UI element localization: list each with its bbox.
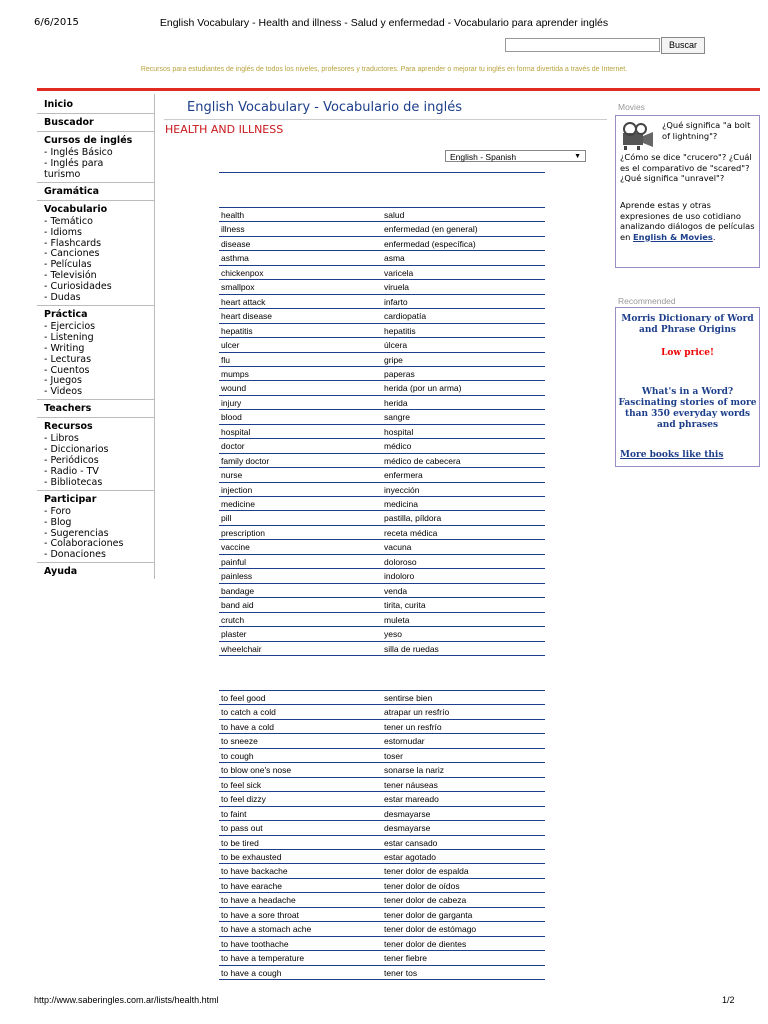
- english-term: disease: [221, 238, 251, 249]
- table-row: [219, 250, 545, 264]
- table-row: [219, 892, 545, 906]
- spanish-term: medicina: [384, 499, 419, 509]
- movies-label: Movies: [618, 102, 645, 112]
- english-term: to have backache: [221, 866, 288, 877]
- english-term: painful: [221, 556, 247, 567]
- spanish-term: enfermedad (en general): [384, 224, 478, 235]
- sidebar-section-1[interactable]: Buscador: [44, 117, 94, 128]
- movies-description-text: Aprende estas y otras expresiones de uso cotidiano analizando diálogos de películas en: [620, 200, 755, 242]
- spanish-term: tener fiebre: [384, 953, 427, 964]
- english-term: to have a stomach ache: [221, 924, 312, 935]
- spanish-term: toser: [384, 750, 403, 761]
- spanish-term: viruela: [384, 282, 410, 293]
- english-term: medicine: [221, 499, 256, 509]
- spanish-term: tener un resfrío: [384, 721, 442, 732]
- spanish-term: sentirse bien: [384, 693, 433, 703]
- spanish-term: doloroso: [384, 556, 417, 567]
- english-term: injury: [221, 397, 242, 408]
- table-row: [219, 965, 545, 979]
- spanish-term: varicela: [384, 267, 414, 278]
- table-row: [219, 482, 545, 496]
- table-row: [219, 878, 545, 892]
- sidebar-item[interactable]: - Televisión: [44, 270, 97, 282]
- sidebar-divider: [37, 399, 154, 400]
- table-row: [219, 265, 545, 279]
- english-term: prescription: [221, 527, 265, 538]
- spanish-term: vacuna: [384, 542, 412, 553]
- sidebar-section-5[interactable]: Práctica: [44, 308, 88, 320]
- sidebar-item[interactable]: - Inglés Básico: [44, 147, 113, 158]
- book-price: Low price!: [661, 348, 714, 358]
- table-row: [219, 641, 545, 655]
- english-term: hospital: [221, 426, 251, 437]
- table-row: [219, 936, 545, 950]
- english-term: to have a headache: [221, 895, 296, 906]
- table-row: [219, 849, 545, 863]
- table-row: [219, 323, 545, 337]
- spanish-term: herida (por un arma): [384, 383, 462, 394]
- english-term: chickenpox: [221, 267, 264, 278]
- spanish-term: gripe: [384, 354, 403, 365]
- sidebar-item[interactable]: - Cuentos: [44, 364, 90, 376]
- table-row: [219, 554, 545, 568]
- spanish-term: paperas: [384, 368, 415, 379]
- table-row: [219, 294, 545, 308]
- spanish-term: tener dolor de estómago: [384, 924, 477, 935]
- sidebar-item[interactable]: - Dudas: [44, 292, 81, 303]
- spanish-term: desmayarse: [384, 823, 431, 834]
- table-row: [219, 438, 545, 452]
- recommended-label: Recommended: [618, 296, 676, 306]
- spanish-term: pastilla, píldora: [384, 513, 442, 524]
- english-term: heart disease: [221, 311, 273, 322]
- sidebar-item[interactable]: - Juegos: [44, 375, 82, 387]
- table-row: [219, 806, 545, 820]
- english-term: to feel good: [221, 693, 266, 703]
- table-top-rule: [219, 172, 545, 173]
- table-bottom-rule: [219, 979, 545, 980]
- table-row: [219, 777, 545, 791]
- sidebar-section-6[interactable]: Teachers: [44, 403, 92, 415]
- table-row: [219, 719, 545, 733]
- sidebar-divider: [37, 182, 154, 183]
- english-term: to blow one's nose: [221, 765, 292, 776]
- table-row: [219, 236, 545, 250]
- english-term: plaster: [221, 629, 247, 640]
- english-term: nurse: [221, 470, 243, 481]
- table-row: [219, 762, 545, 776]
- english-term: hepatitis: [221, 325, 253, 336]
- table-row: [219, 395, 545, 409]
- book-description[interactable]: What's in a Word? Fascinating stories of more than 350 everyday words and phrases: [618, 387, 757, 430]
- english-term: blood: [221, 412, 242, 423]
- movies-description-end: .: [712, 231, 716, 242]
- movies-more-questions: ¿Cómo se dice "crucero"? ¿Cuál es el comparativo de "scared"? ¿Qué significa "unravel"?: [620, 152, 752, 183]
- sidebar-section-2[interactable]: Cursos de inglés: [44, 135, 133, 146]
- table-row: [219, 612, 545, 626]
- table-row: [219, 791, 545, 805]
- english-term: to sneeze: [221, 736, 258, 747]
- english-term: vaccine: [221, 542, 250, 553]
- table-row: [219, 748, 545, 762]
- spanish-term: desmayarse: [384, 808, 431, 819]
- sidebar-section-8[interactable]: Participar: [44, 493, 97, 505]
- spanish-term: receta médica: [384, 527, 438, 538]
- spanish-term: herida: [384, 397, 408, 408]
- sidebar-section-7[interactable]: Recursos: [44, 421, 93, 433]
- spanish-term: úlcera: [384, 340, 408, 351]
- english-term: bandage: [221, 585, 255, 596]
- table-row: [219, 380, 545, 394]
- movies-question: ¿Qué significa "a bolt of lightning"?: [662, 120, 751, 141]
- english-term: to be tired: [221, 837, 259, 848]
- table-row: [219, 453, 545, 467]
- sidebar-divider: [37, 113, 154, 114]
- english-term: ulcer: [221, 340, 240, 351]
- english-term: to have a temperature: [221, 953, 305, 964]
- spanish-term: sangre: [384, 412, 410, 423]
- table-bottom-rule: [219, 655, 545, 656]
- table-row: [219, 597, 545, 611]
- book-title-link[interactable]: Morris Dictionary of Word and Phrase Origins: [621, 314, 754, 335]
- english-movies-link[interactable]: English & Movies: [633, 231, 713, 242]
- page-number: 1/2: [722, 995, 735, 1005]
- spanish-term: médico de cabecera: [384, 455, 461, 466]
- spanish-term: tener tos: [384, 967, 418, 978]
- sidebar-item[interactable]: - Lecturas: [44, 353, 92, 365]
- english-term: to have a cold: [221, 721, 274, 732]
- english-term: health: [221, 210, 245, 220]
- sidebar-item[interactable]: - Foro: [44, 505, 71, 517]
- english-term: flu: [221, 354, 230, 365]
- sidebar-divider: [37, 562, 154, 563]
- sidebar-item[interactable]: - Videos: [44, 386, 83, 398]
- sidebar-divider: [37, 417, 154, 418]
- spanish-term: médico: [384, 441, 412, 452]
- sidebar: [37, 94, 155, 579]
- table-row: [219, 583, 545, 597]
- spanish-term: muleta: [384, 614, 410, 625]
- print-date: 6/6/2015: [34, 17, 79, 28]
- english-term: family doctor: [221, 455, 270, 466]
- language-select[interactable]: [445, 150, 586, 162]
- spanish-term: indoloro: [384, 571, 415, 582]
- sidebar-divider: [37, 131, 154, 132]
- page-subtitle: HEALTH AND ILLNESS: [165, 123, 284, 136]
- sidebar-item[interactable]: - Flashcards: [44, 237, 102, 249]
- english-term: to feel dizzy: [221, 794, 266, 805]
- spanish-term: tener dolor de cabeza: [384, 895, 467, 906]
- table-row: [219, 352, 545, 366]
- page-url: http://www.saberingles.com.ar/lists/health.html: [34, 995, 219, 1005]
- recommended-box: [615, 307, 760, 467]
- sidebar-item[interactable]: - Temático: [44, 215, 93, 227]
- english-term: illness: [221, 224, 245, 235]
- sidebar-divider: [37, 305, 154, 306]
- english-term: asthma: [221, 253, 249, 264]
- english-term: to have a sore throat: [221, 909, 299, 920]
- table-row: [219, 921, 545, 935]
- sidebar-item[interactable]: turismo: [44, 168, 81, 180]
- more-books-link[interactable]: More books like this: [620, 450, 724, 460]
- sidebar-item[interactable]: - Sugerencias: [44, 527, 109, 539]
- english-term: crutch: [221, 614, 245, 625]
- sidebar-item[interactable]: - Libros: [44, 433, 79, 445]
- english-term: pill: [221, 513, 232, 524]
- sidebar-section-0[interactable]: Inicio: [44, 99, 73, 110]
- table-row: [219, 704, 545, 718]
- sidebar-section-3[interactable]: Gramática: [44, 185, 100, 197]
- spanish-term: asma: [384, 253, 405, 264]
- english-term: to catch a cold: [221, 707, 276, 718]
- english-term: smallpox: [221, 282, 255, 293]
- table-row: [219, 733, 545, 747]
- search-input[interactable]: [505, 38, 660, 52]
- spanish-term: estar cansado: [384, 837, 438, 848]
- page-title: English Vocabulary - Vocabulario de inglés: [187, 100, 463, 115]
- spanish-term: tener dolor de oídos: [384, 880, 460, 891]
- table-row: [219, 207, 545, 221]
- english-term: painless: [221, 571, 253, 582]
- table-row: [219, 950, 545, 964]
- spanish-term: infarto: [384, 296, 408, 307]
- print-header: [0, 17, 768, 31]
- sidebar-item[interactable]: - Inglés para: [44, 157, 104, 169]
- spanish-term: tener náuseas: [384, 779, 438, 790]
- table-row: [219, 424, 545, 438]
- english-term: injection: [221, 484, 253, 495]
- english-term: to have toothache: [221, 938, 289, 949]
- sidebar-item[interactable]: - Diccionarios: [44, 444, 109, 456]
- table-row: [219, 496, 545, 510]
- english-term: to faint: [221, 808, 247, 819]
- spanish-term: enfermera: [384, 470, 423, 481]
- spanish-term: atrapar un resfrío: [384, 707, 450, 718]
- sidebar-section-4[interactable]: Vocabulario: [44, 203, 108, 215]
- sidebar-item[interactable]: - Periódicos: [44, 455, 99, 466]
- spanish-term: enfermedad (específica): [384, 238, 476, 249]
- spanish-term: tirita, curita: [384, 600, 426, 611]
- film-reel-icon: [621, 121, 655, 151]
- table-row: [219, 366, 545, 380]
- table-row: [219, 539, 545, 553]
- english-term: to cough: [221, 750, 254, 761]
- sidebar-divider: [37, 200, 154, 201]
- english-term: wound: [221, 383, 247, 394]
- sidebar-item[interactable]: - Radio - TV: [44, 465, 99, 477]
- language-select-value: English - Spanish: [450, 152, 517, 162]
- title-divider: [164, 119, 607, 120]
- sidebar-item[interactable]: - Bibliotecas: [44, 476, 103, 488]
- table-row: [219, 568, 545, 582]
- table-row: [219, 467, 545, 481]
- sidebar-divider: [37, 490, 154, 491]
- table-row: [219, 690, 545, 704]
- table-row: [219, 308, 545, 322]
- table-row: [219, 907, 545, 921]
- sidebar-item[interactable]: - Películas: [44, 259, 92, 271]
- sidebar-item[interactable]: - Colaboraciones: [44, 538, 124, 550]
- print-title: English Vocabulary - Health and illness - Salud y enfermedad - Vocabulario para aprender inglés: [159, 17, 609, 29]
- english-term: to have earache: [221, 880, 282, 891]
- sidebar-item[interactable]: - Canciones: [44, 248, 100, 260]
- table-row: [219, 863, 545, 877]
- spanish-term: tener dolor de dientes: [384, 938, 467, 949]
- spanish-term: yeso: [384, 629, 402, 640]
- spanish-term: venda: [384, 585, 408, 596]
- movies-box: [615, 115, 760, 268]
- spanish-term: salud: [384, 210, 405, 220]
- sidebar-item[interactable]: - Writing: [44, 342, 85, 354]
- english-term: band aid: [221, 600, 254, 611]
- sidebar-item[interactable]: - Donaciones: [44, 549, 106, 561]
- sidebar-section-9[interactable]: Ayuda: [44, 566, 78, 578]
- english-term: heart attack: [221, 296, 266, 307]
- spanish-term: estornudar: [384, 736, 425, 747]
- table-row: [219, 820, 545, 834]
- english-term: doctor: [221, 441, 245, 452]
- spanish-term: hospital: [384, 426, 414, 437]
- search-button[interactable]: Buscar: [661, 37, 705, 54]
- site-tagline: Recursos para estudiantes de inglés de todos los niveles, profesores y traductores. Para aprender o mejorar tu inglés en forma divertida a través de Internet.: [140, 66, 628, 73]
- sidebar-item[interactable]: - Listening: [44, 331, 94, 343]
- spanish-term: sonarse la nariz: [384, 765, 445, 776]
- spanish-term: estar mareado: [384, 794, 439, 805]
- table-row: [219, 337, 545, 351]
- sidebar-item[interactable]: - Idioms: [44, 226, 82, 238]
- english-term: to feel sick: [221, 779, 262, 790]
- spanish-term: cardiopatía: [384, 311, 427, 322]
- sidebar-item[interactable]: - Blog: [44, 516, 72, 528]
- sidebar-item[interactable]: - Ejercicios: [44, 320, 96, 332]
- table-row: [219, 626, 545, 640]
- spanish-term: tener dolor de espalda: [384, 866, 469, 877]
- spanish-term: tener dolor de garganta: [384, 909, 473, 920]
- table-row: [219, 409, 545, 423]
- spanish-term: inyección: [384, 484, 420, 495]
- spanish-term: silla de ruedas: [384, 643, 439, 654]
- header-divider: [37, 88, 760, 91]
- spanish-term: hepatitis: [384, 325, 416, 336]
- movies-description: [620, 200, 760, 242]
- english-term: to be exhausted: [221, 851, 282, 862]
- table-row: [219, 510, 545, 524]
- chevron-down-icon: ▼: [574, 153, 581, 160]
- sidebar-item[interactable]: - Curiosidades: [44, 281, 112, 293]
- english-term: mumps: [221, 368, 249, 379]
- spanish-term: estar agotado: [384, 851, 436, 862]
- table-row: [219, 279, 545, 293]
- english-term: to pass out: [221, 823, 263, 834]
- table-row: [219, 525, 545, 539]
- english-term: to have a cough: [221, 967, 282, 978]
- table-row: [219, 835, 545, 849]
- table-row: [219, 221, 545, 235]
- english-term: wheelchair: [221, 643, 262, 654]
